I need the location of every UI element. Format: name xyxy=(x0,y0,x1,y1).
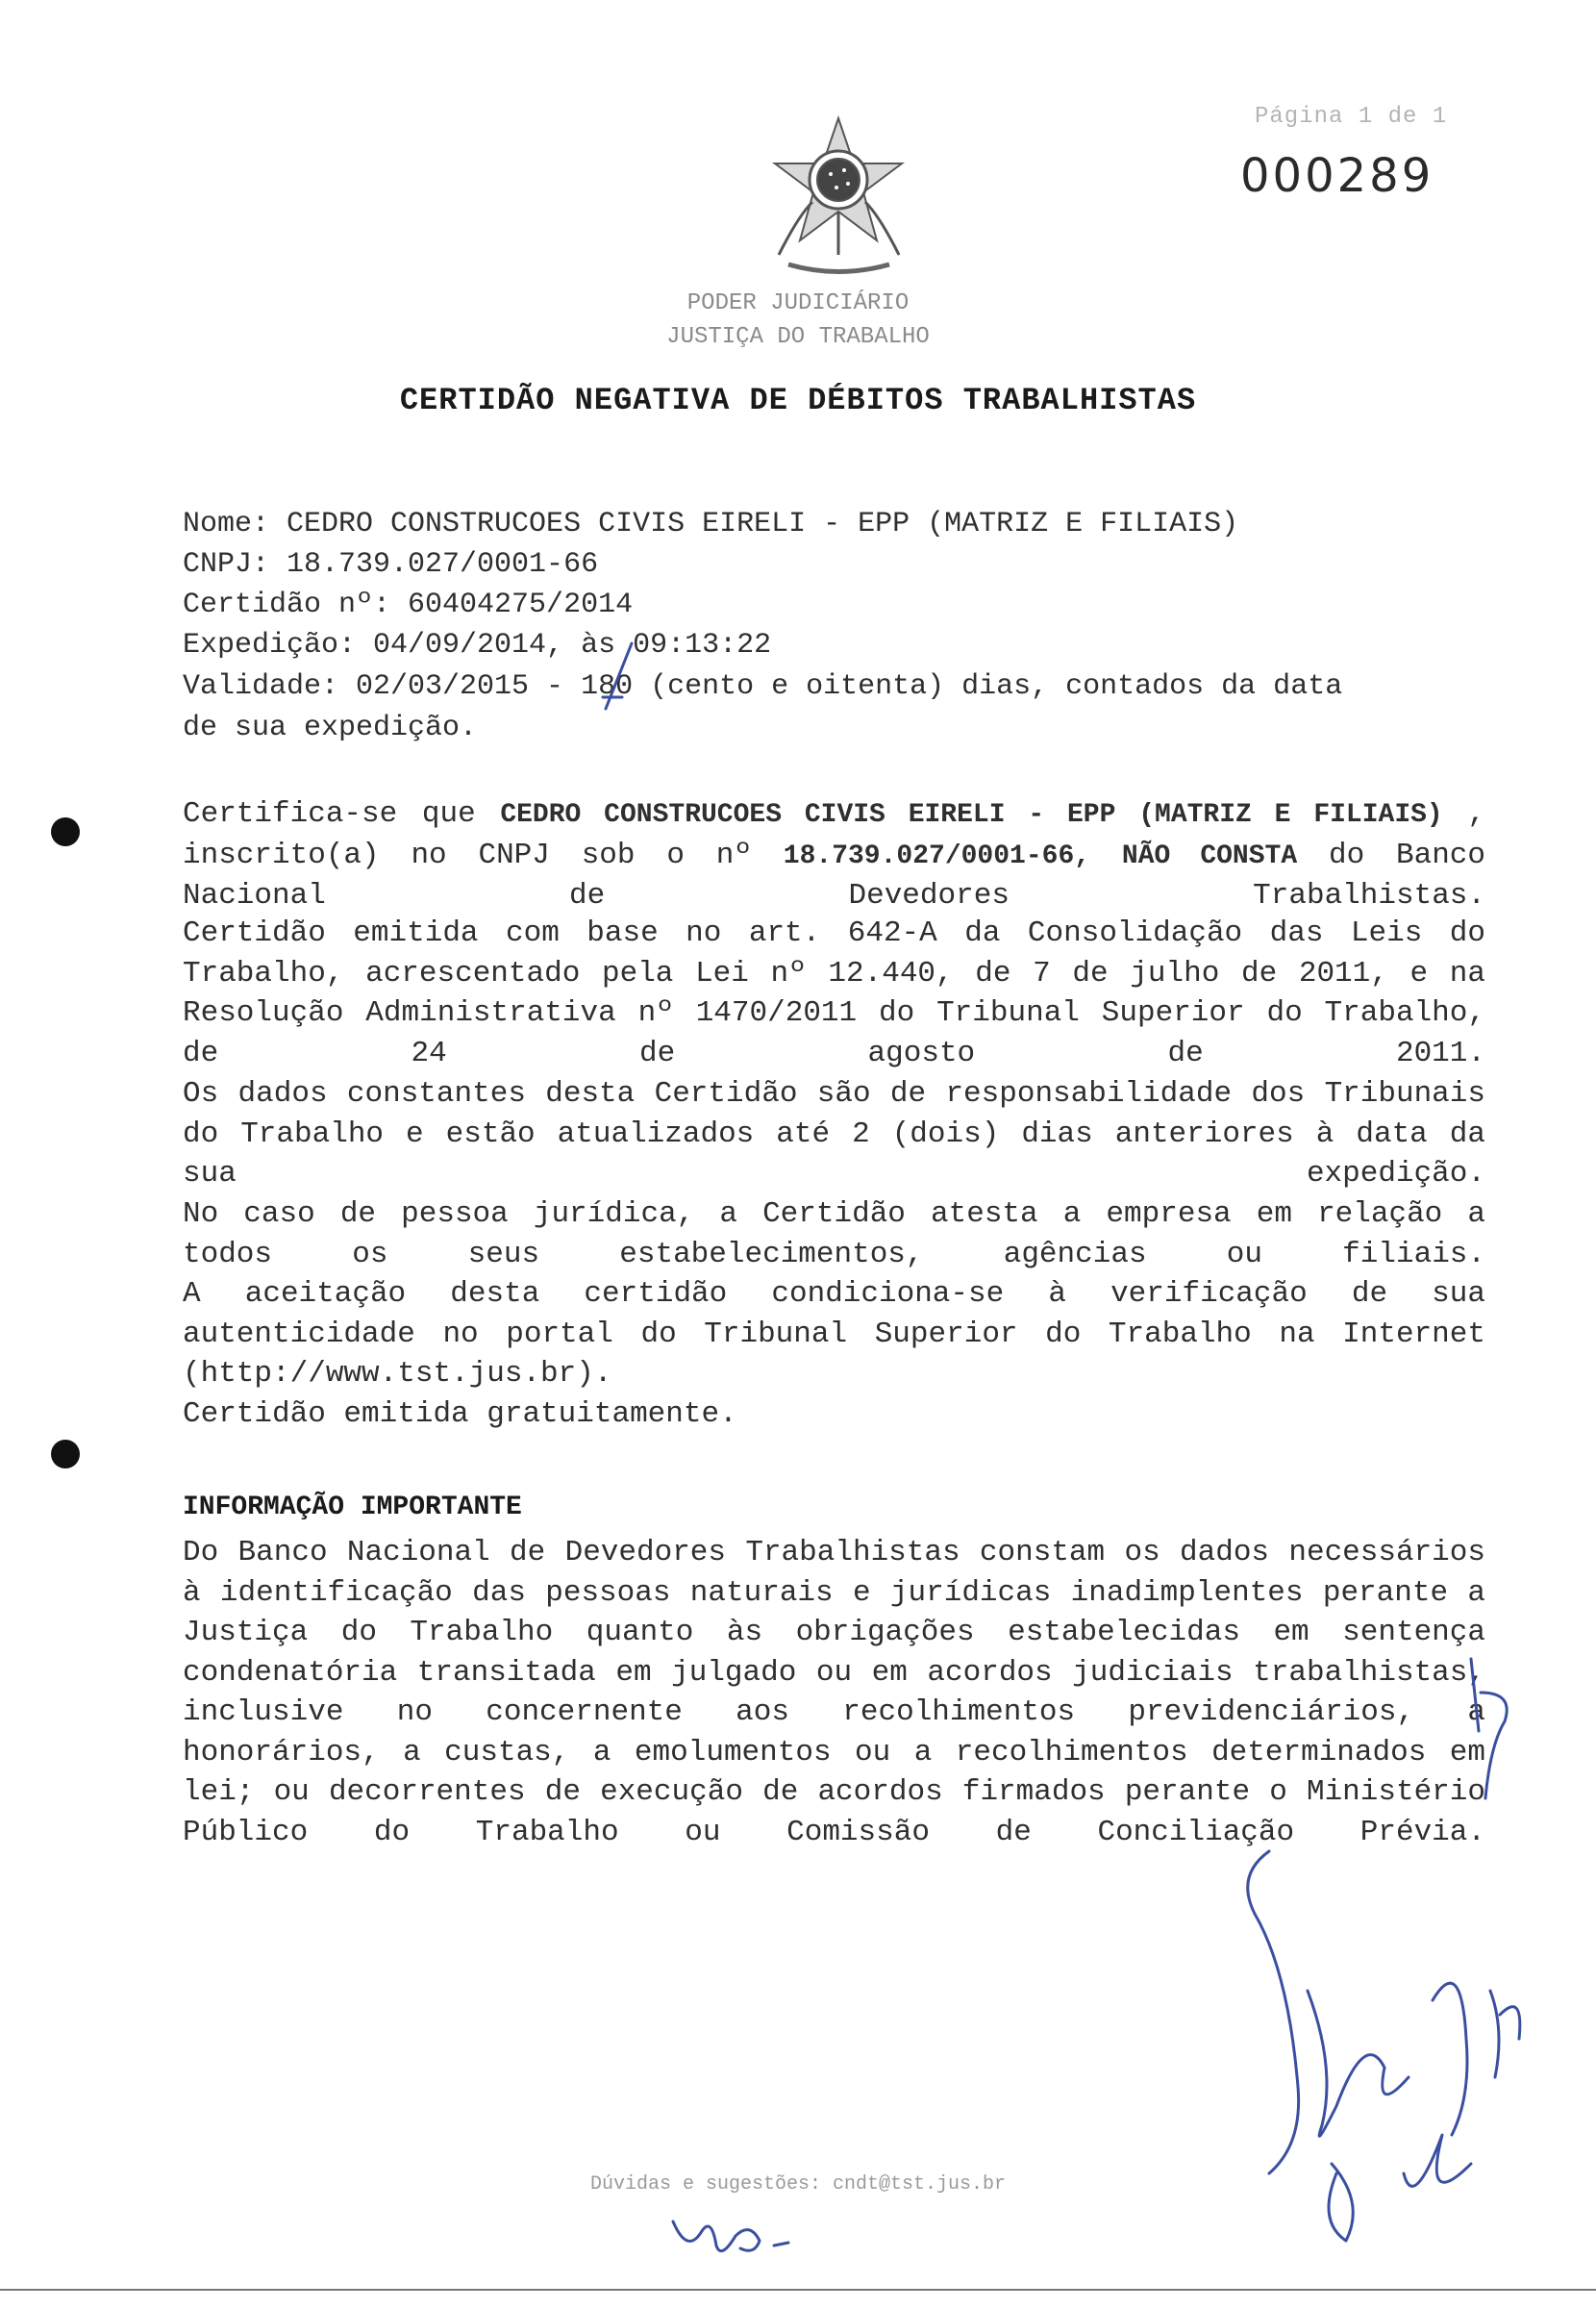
paragraph-pessoa-juridica: No caso de pessoa jurídica, a Certidão atesta a empresa em relação a todos os seus estabelecimentos, agências ou filiais. xyxy=(183,1197,1485,1271)
field-nome: Nome: CEDRO CONSTRUCOES CIVIS EIRELI - EPP (MATRIZ E FILIAIS) xyxy=(183,508,1239,540)
coat-of-arms-icon xyxy=(760,111,918,284)
cert-mid: , inscrito(a) no CNPJ sob o nº xyxy=(183,797,1485,872)
handwritten-slash-mark xyxy=(598,640,636,716)
cert-company: CEDRO CONSTRUCOES CIVIS EIRELI - EPP (MATRIZ E FILIAIS) xyxy=(500,800,1443,830)
issuer-block xyxy=(0,287,1596,354)
cert-tail: do Banco Nacional de Devedores Trabalhistas. xyxy=(183,838,1486,913)
paragraph-dados: Os dados constantes desta Certidão são de responsabilidade dos Tribunais do Trabalho e estão atualizados até 2 (dois) dias anteriores à data da sua expedição. xyxy=(183,1077,1485,1191)
cert-result: NÃO CONSTA xyxy=(1121,841,1298,871)
punch-hole-icon xyxy=(51,817,80,846)
footer-contact: Dúvidas e sugestões: cndt@tst.jus.br xyxy=(589,2173,1007,2196)
field-validade-cont: de sua expedição. xyxy=(183,712,478,744)
document-title: CERTIDÃO NEGATIVA DE DÉBITOS TRABALHISTAS xyxy=(399,383,1197,418)
cert-cnpj: 18.739.027/0001-66, xyxy=(783,841,1091,871)
stamp-number: 000289 xyxy=(1240,149,1434,203)
cert-intro: Certifica-se que xyxy=(183,797,476,831)
punch-hole-icon xyxy=(51,1440,80,1468)
handwritten-rubric xyxy=(663,2202,798,2270)
handwritten-signature xyxy=(1231,1846,1548,2250)
paragraph-aceitacao: A aceitação desta certidão condiciona-se à verificação de sua autenticidade no portal do Tribunal Superior do Trabalho na Internet (http://www.tst.jus.br). xyxy=(183,1277,1485,1391)
issuer-line-2: JUSTIÇA DO TRABALHO xyxy=(666,324,930,350)
field-certidao: Certidão nº: 60404275/2014 xyxy=(183,589,634,621)
field-validade: Validade: 02/03/2015 - 180 (cento e oitenta) dias, contados da data xyxy=(183,670,1343,703)
issuer-line-1: PODER JUDICIÁRIO xyxy=(686,290,910,316)
bottom-rule xyxy=(0,2289,1596,2291)
info-body: Do Banco Nacional de Devedores Trabalhistas constam os dados necessários à identificação das pessoas naturais e jurídicas inadimplentes perante a Justiça do Trabalho quanto às obrigações estabelecidas em sentença condenatória transitada em julgado ou em acordos judiciais trabalhistas, inclusive no concernente aos recolhimentos previdenciários, a honorários, a custas, a emolumentos ou a recolhimentos determinados em lei; ou decorrentes de execução de acordos firmados perante o Ministério Público do Trabalho ou Comissão de Conciliação Prévia. xyxy=(183,1536,1485,1849)
field-expedicao: Expedição: 04/09/2014, às 09:13:22 xyxy=(183,629,772,662)
paragraph-base-legal: Certidão emitida com base no art. 642-A da Consolidação das Leis do Trabalho, acrescentado pela Lei nº 12.440, de 7 de julho de 2011, e na Resolução Administrativa nº 1470/2011 do Tribunal Superior do Trabalho, de 24 de agosto de 2011. xyxy=(183,916,1485,1070)
page-number: Página 1 de 1 xyxy=(1255,104,1448,130)
field-cnpj: CNPJ: 18.739.027/0001-66 xyxy=(183,548,599,581)
handwritten-initial-mark xyxy=(1461,1654,1519,1818)
paragraph-gratuita: Certidão emitida gratuitamente. xyxy=(183,1397,737,1431)
info-heading: INFORMAÇÃO IMPORTANTE xyxy=(183,1493,522,1522)
